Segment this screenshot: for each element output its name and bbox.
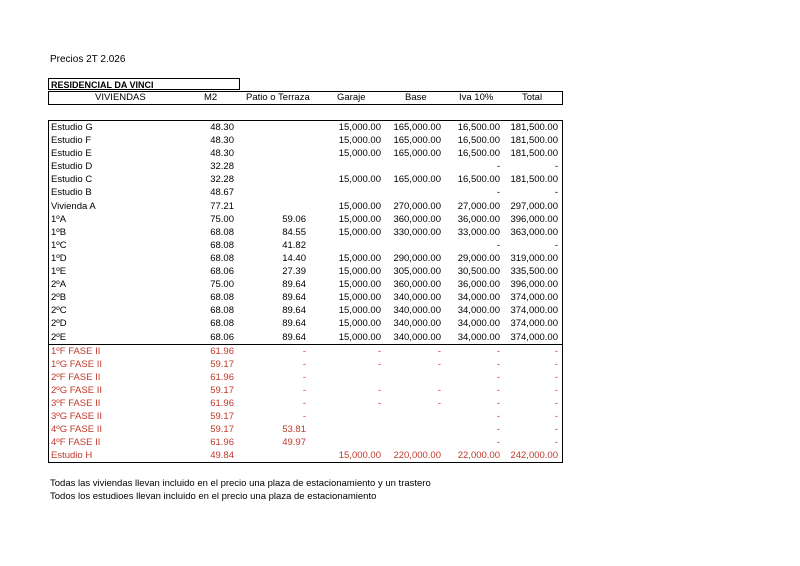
table-row <box>49 278 562 291</box>
unit-iva: 33,000.00 <box>457 226 500 238</box>
unit-garaje: 15,000.00 <box>338 266 381 278</box>
unit-m2: 75.00 <box>210 279 234 291</box>
unit-garaje: 15,000.00 <box>338 305 381 317</box>
unit-iva: - <box>496 239 500 251</box>
unit-total: - <box>554 384 558 396</box>
unit-garaje: 15,000.00 <box>338 292 381 304</box>
unit-iva: 16,500.00 <box>457 174 500 186</box>
unit-name: 1ºG FASE II <box>51 358 102 370</box>
unit-m2: 59.17 <box>210 384 234 396</box>
unit-garaje: 15,000.00 <box>338 226 381 238</box>
unit-base: 360,000.00 <box>393 213 441 225</box>
unit-garaje: 15,000.00 <box>338 148 381 160</box>
unit-name: 1ºD <box>51 252 67 264</box>
unit-patio: 53.81 <box>282 424 306 436</box>
table-row <box>49 304 562 317</box>
unit-patio: 89.64 <box>282 331 306 343</box>
unit-patio: - <box>302 397 306 409</box>
unit-patio: 49.97 <box>282 437 306 449</box>
unit-name: 2ºD <box>51 318 67 330</box>
unit-base: 330,000.00 <box>393 226 441 238</box>
unit-name: 4ºF FASE II <box>51 437 101 449</box>
table-row <box>49 331 562 344</box>
unit-garaje: 15,000.00 <box>338 331 381 343</box>
unit-name: 2ºB <box>51 292 67 304</box>
unit-name: 2ºA <box>51 279 67 291</box>
price-table <box>48 120 563 463</box>
table-row <box>49 371 562 384</box>
unit-patio: - <box>302 345 306 357</box>
unit-iva: 16,500.00 <box>457 135 500 147</box>
unit-base: 165,000.00 <box>393 135 441 147</box>
unit-name: 1ºF FASE II <box>51 345 101 357</box>
table-row <box>49 147 562 160</box>
unit-name: 1ºE <box>51 266 67 278</box>
col-base: Base <box>405 92 427 103</box>
unit-iva: 22,000.00 <box>457 450 500 462</box>
unit-m2: 61.96 <box>210 397 234 409</box>
unit-garaje: 15,000.00 <box>338 135 381 147</box>
unit-iva: 36,000.00 <box>457 213 500 225</box>
unit-total: - <box>554 397 558 409</box>
col-total: Total <box>522 92 543 103</box>
note-estudios: Todos los estudioes llevan incluido en el precio una plaza de estacionamiento <box>50 491 377 502</box>
project-title: RESIDENCIAL DA VINCI <box>48 78 240 90</box>
table-row <box>49 239 562 252</box>
unit-m2: 61.96 <box>210 437 234 449</box>
unit-total: - <box>554 424 558 436</box>
unit-total: 181,500.00 <box>510 148 558 160</box>
unit-iva: 34,000.00 <box>457 292 500 304</box>
unit-base: 165,000.00 <box>393 122 441 133</box>
unit-base: 340,000.00 <box>393 292 441 304</box>
unit-garaje: 15,000.00 <box>338 450 381 462</box>
unit-total: 374,000.00 <box>510 318 558 330</box>
unit-iva: 34,000.00 <box>457 318 500 330</box>
unit-name: 1ºB <box>51 226 67 238</box>
unit-patio: 59.06 <box>282 213 306 225</box>
unit-base: 220,000.00 <box>393 450 441 462</box>
unit-patio: 89.64 <box>282 318 306 330</box>
table-row <box>49 358 562 371</box>
col-garaje: Garaje <box>337 92 366 103</box>
table-row <box>49 436 562 449</box>
unit-iva: 34,000.00 <box>457 305 500 317</box>
unit-name: 1ºA <box>51 213 67 225</box>
table-row <box>49 226 562 239</box>
unit-base: 340,000.00 <box>393 331 441 343</box>
unit-name: Estudio H <box>51 450 93 462</box>
unit-m2: 59.17 <box>210 411 234 423</box>
unit-m2: 68.08 <box>210 318 234 330</box>
unit-iva: - <box>496 397 500 409</box>
unit-total: 181,500.00 <box>510 135 558 147</box>
table-row <box>49 265 562 278</box>
table-row <box>49 186 562 199</box>
unit-patio: 27.39 <box>282 266 306 278</box>
unit-patio: - <box>302 411 306 423</box>
unit-base: 270,000.00 <box>393 200 441 212</box>
table-row <box>49 410 562 423</box>
unit-garaje: - <box>377 384 381 396</box>
unit-name: 2ºG FASE II <box>51 384 102 396</box>
unit-name: Estudio F <box>51 135 92 147</box>
note-viviendas: Todas las viviendas llevan incluido en el precio una plaza de estacionamiento y un trastero <box>50 478 431 489</box>
unit-iva: 16,500.00 <box>457 122 500 133</box>
col-viviendas: VIVIENDAS <box>95 92 146 103</box>
unit-name: Estudio G <box>51 122 93 133</box>
unit-total: - <box>554 437 558 449</box>
unit-total: 363,000.00 <box>510 226 558 238</box>
unit-patio: 89.64 <box>282 305 306 317</box>
unit-garaje: 15,000.00 <box>338 213 381 225</box>
unit-iva: - <box>496 345 500 357</box>
unit-total: - <box>554 411 558 423</box>
unit-garaje: 15,000.00 <box>338 174 381 186</box>
unit-m2: 48.67 <box>210 187 234 199</box>
unit-garaje: - <box>377 397 381 409</box>
unit-name: 2ºC <box>51 305 67 317</box>
unit-name: 4ºG FASE II <box>51 424 102 436</box>
unit-total: - <box>554 161 558 173</box>
unit-total: 374,000.00 <box>510 331 558 343</box>
table-row <box>49 291 562 304</box>
unit-base: - <box>437 384 441 396</box>
unit-iva: - <box>496 161 500 173</box>
unit-m2: 59.17 <box>210 358 234 370</box>
unit-total: 396,000.00 <box>510 213 558 225</box>
table-row <box>49 384 562 397</box>
table-header <box>48 91 563 105</box>
unit-m2: 68.06 <box>210 331 234 343</box>
unit-total: 181,500.00 <box>510 122 558 133</box>
unit-patio: - <box>302 358 306 370</box>
unit-iva: - <box>496 437 500 449</box>
unit-patio: 84.55 <box>282 226 306 238</box>
table-row <box>49 134 562 147</box>
unit-m2: 77.21 <box>210 200 234 212</box>
unit-garaje: - <box>377 345 381 357</box>
unit-name: Estudio B <box>51 187 92 199</box>
unit-name: 2ºF FASE II <box>51 371 101 383</box>
unit-garaje: 15,000.00 <box>338 200 381 212</box>
unit-base: 165,000.00 <box>393 174 441 186</box>
table-row <box>49 317 562 330</box>
unit-base: - <box>437 397 441 409</box>
col-patio: Patio o Terraza <box>246 92 310 103</box>
unit-m2: 32.28 <box>210 161 234 173</box>
unit-m2: 48.30 <box>210 148 234 160</box>
unit-patio: 41.82 <box>282 239 306 251</box>
unit-m2: 68.06 <box>210 266 234 278</box>
unit-iva: - <box>496 424 500 436</box>
unit-name: 1ºC <box>51 239 67 251</box>
unit-name: Vivienda A <box>51 200 96 212</box>
unit-total: - <box>554 345 558 357</box>
unit-iva: - <box>496 384 500 396</box>
unit-total: 181,500.00 <box>510 174 558 186</box>
unit-iva: - <box>496 358 500 370</box>
unit-m2: 68.08 <box>210 226 234 238</box>
unit-name: Estudio D <box>51 161 93 173</box>
unit-name: 2ºE <box>51 331 67 343</box>
unit-total: 335,500.00 <box>510 266 558 278</box>
col-iva: Iva 10% <box>459 92 494 103</box>
table-row <box>49 160 562 173</box>
unit-m2: 48.30 <box>210 122 234 133</box>
unit-iva: - <box>496 411 500 423</box>
unit-total: - <box>554 358 558 370</box>
unit-base: 340,000.00 <box>393 305 441 317</box>
unit-base: 165,000.00 <box>393 148 441 160</box>
unit-base: - <box>437 345 441 357</box>
unit-m2: 68.08 <box>210 292 234 304</box>
unit-patio: 89.64 <box>282 279 306 291</box>
page-heading: Precios 2T 2.026 <box>50 54 126 65</box>
unit-patio: 14.40 <box>282 252 306 264</box>
unit-base: 290,000.00 <box>393 252 441 264</box>
unit-iva: 16,500.00 <box>457 148 500 160</box>
unit-base: 360,000.00 <box>393 279 441 291</box>
unit-garaje: 15,000.00 <box>338 279 381 291</box>
unit-total: - <box>554 239 558 251</box>
unit-m2: 48.30 <box>210 135 234 147</box>
unit-m2: 59.17 <box>210 424 234 436</box>
unit-name: 3ºG FASE II <box>51 411 102 423</box>
unit-base: 340,000.00 <box>393 318 441 330</box>
unit-iva: 27,000.00 <box>457 200 500 212</box>
col-m2: M2 <box>204 92 218 103</box>
unit-total: 374,000.00 <box>510 305 558 317</box>
unit-garaje: 15,000.00 <box>338 252 381 264</box>
unit-total: - <box>554 187 558 199</box>
unit-iva: 30,500.00 <box>457 266 500 278</box>
unit-total: 297,000.00 <box>510 200 558 212</box>
unit-garaje: 15,000.00 <box>338 122 381 133</box>
unit-iva: 34,000.00 <box>457 331 500 343</box>
unit-total: 374,000.00 <box>510 292 558 304</box>
table-row <box>49 449 562 462</box>
table-row <box>49 173 562 186</box>
unit-m2: 68.08 <box>210 305 234 317</box>
table-row <box>49 213 562 226</box>
unit-iva: 36,000.00 <box>457 279 500 291</box>
unit-name: 3ºF FASE II <box>51 397 101 409</box>
table-row <box>49 344 562 358</box>
unit-m2: 49.84 <box>210 450 234 462</box>
unit-m2: 68.08 <box>210 239 234 251</box>
unit-patio: - <box>302 384 306 396</box>
unit-patio: 89.64 <box>282 292 306 304</box>
unit-iva: - <box>496 371 500 383</box>
unit-base: - <box>437 358 441 370</box>
table-row <box>49 121 562 134</box>
unit-total: 396,000.00 <box>510 279 558 291</box>
unit-name: Estudio E <box>51 148 92 160</box>
unit-m2: 61.96 <box>210 345 234 357</box>
unit-patio: - <box>302 371 306 383</box>
unit-iva: 29,000.00 <box>457 252 500 264</box>
unit-m2: 61.96 <box>210 371 234 383</box>
unit-name: Estudio C <box>51 174 93 186</box>
unit-m2: 75.00 <box>210 213 234 225</box>
unit-iva: - <box>496 187 500 199</box>
table-row <box>49 200 562 213</box>
unit-total: 319,000.00 <box>510 252 558 264</box>
unit-total: - <box>554 371 558 383</box>
unit-total: 242,000.00 <box>510 450 558 462</box>
unit-garaje: 15,000.00 <box>338 318 381 330</box>
unit-m2: 68.08 <box>210 252 234 264</box>
unit-m2: 32.28 <box>210 174 234 186</box>
table-row <box>49 423 562 436</box>
unit-garaje: - <box>377 358 381 370</box>
table-row <box>49 397 562 410</box>
table-row <box>49 252 562 265</box>
unit-base: 305,000.00 <box>393 266 441 278</box>
